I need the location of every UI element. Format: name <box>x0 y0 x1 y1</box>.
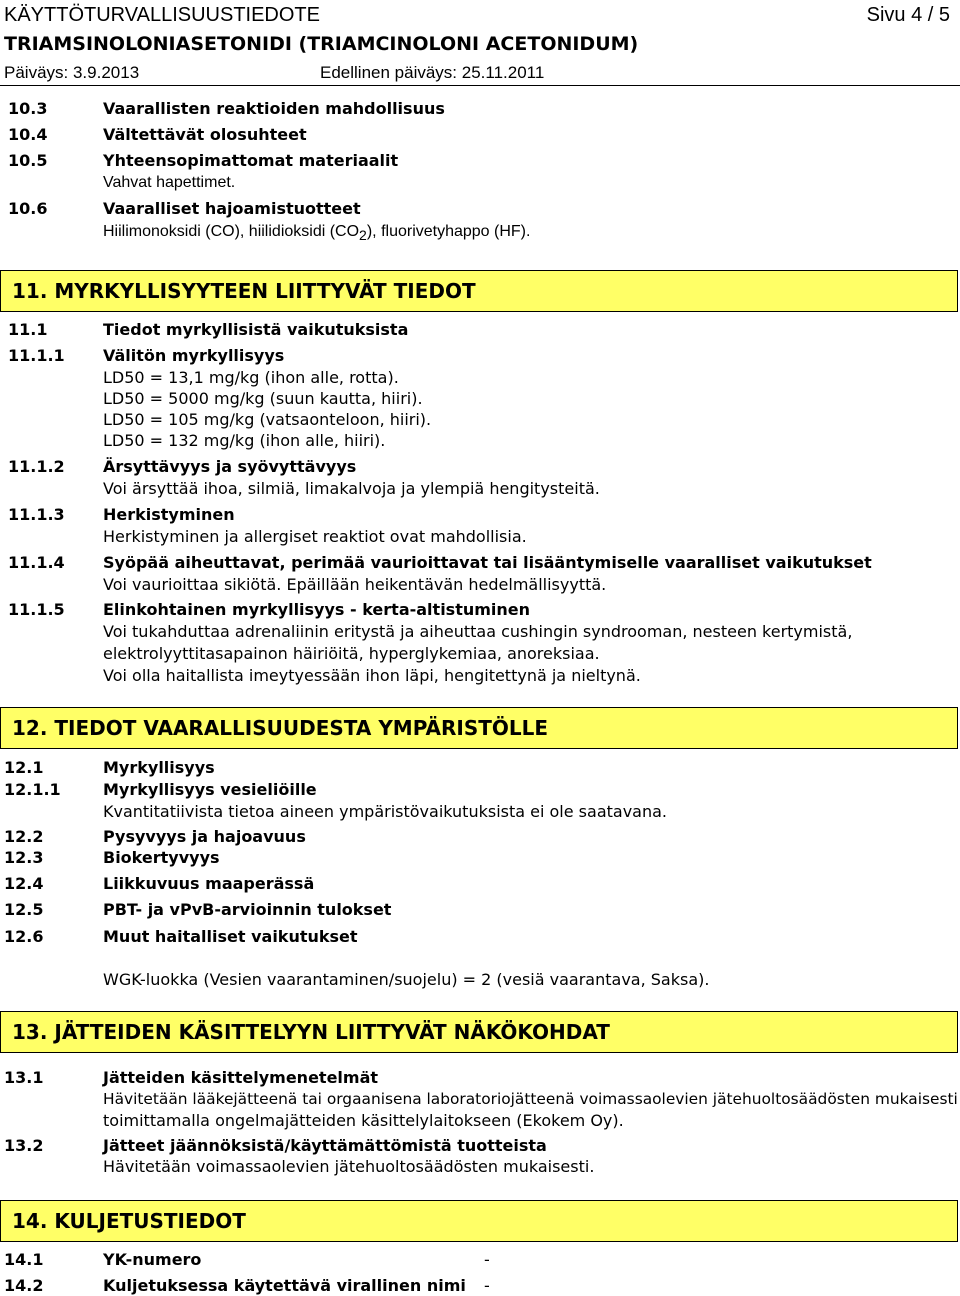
issue-date: Päiväys: 3.9.2013 <box>4 63 140 82</box>
sec-11-1-2-title: Ärsyttävyys ja syövyttävyys <box>103 457 357 476</box>
sec-11-1-5-line: Voi tukahduttaa adrenaliinin eritystä ja aiheuttaa cushingin syndrooman, nesteen kertymistä, <box>103 622 853 641</box>
sec-11-1-5-line: elektrolyyttitasapainon häiriöitä, hyperglykemiaa, anoreksiaa. <box>103 644 600 663</box>
sec-14-2-num: 14.2 <box>4 1276 44 1295</box>
wgk-class: WGK-luokka (Vesien vaarantaminen/suojelu) = 2 (vesiä vaarantava, Saksa). <box>103 970 710 989</box>
sec-10-5-text: Vahvat hapettimet. <box>103 174 236 191</box>
sec-11-1-4-num: 11.1.4 <box>8 553 65 572</box>
sec-12-1-title: Myrkyllisyys <box>103 758 215 777</box>
section-13-heading: 13. JÄTTEIDEN KÄSITTELYYN LIITTYVÄT NÄKÖKOHDAT <box>0 1011 958 1053</box>
sec-14-2-title: Kuljetuksessa käytettävä virallinen nimi <box>103 1276 466 1295</box>
ld50-line: LD50 = 13,1 mg/kg (ihon alle, rotta). <box>103 368 399 387</box>
sec-13-2-num: 13.2 <box>4 1136 44 1155</box>
sec-13-2-title: Jätteet jäännöksistä/käyttämättömistä tuotteista <box>103 1136 547 1155</box>
sec-11-1-1-num: 11.1.1 <box>8 346 65 365</box>
sec-12-1-1-num: 12.1.1 <box>4 780 61 799</box>
sec-12-5-num: 12.5 <box>4 900 44 919</box>
sec-11-1-title: Tiedot myrkyllisistä vaikutuksista <box>103 320 409 339</box>
sec-13-1-line: toimittamalla ongelmajätteiden käsittelylaitokseen (Ekokem Oy). <box>103 1111 624 1130</box>
sec-10-5-title: Yhteensopimattomat materiaalit <box>103 151 399 170</box>
sec-11-1-3-title: Herkistyminen <box>103 505 235 524</box>
sec-14-1-title: YK-numero <box>103 1250 202 1269</box>
sec-12-2-title: Pysyvyys ja hajoavuus <box>103 827 306 846</box>
sec-13-2-text: Hävitetään voimassaolevien jätehuoltosäädösten mukaisesti. <box>103 1157 595 1176</box>
sec-11-1-2-num: 11.1.2 <box>8 457 65 476</box>
sec-12-3-title: Biokertyvyys <box>103 848 220 867</box>
sec-12-6-title: Muut haitalliset vaikutukset <box>103 927 358 946</box>
sec-10-3-title: Vaarallisten reaktioiden mahdollisuus <box>103 99 445 118</box>
ld50-line: LD50 = 132 mg/kg (ihon alle, hiiri). <box>103 431 386 450</box>
sec-14-1-value: - <box>484 1250 490 1269</box>
product-name: TRIAMSINOLONIASETONIDI (TRIAMCINOLONI ACETONIDUM) <box>4 33 639 55</box>
sec-10-4-num: 10.4 <box>8 125 48 144</box>
sec-11-1-3-num: 11.1.3 <box>8 505 65 524</box>
sec-11-1-5-title: Elinkohtainen myrkyllisyys - kerta-altistuminen <box>103 600 531 619</box>
sec-11-1-3-text: Herkistyminen ja allergiset reaktiot ovat mahdollisia. <box>103 527 527 546</box>
sec-10-6-text: Hiilimonoksidi (CO), hiilidioksidi $(CO_2)$, fluorivetyhappo (HF). <box>103 223 531 243</box>
sec-12-3-num: 12.3 <box>4 848 44 867</box>
sec-12-1-num: 12.1 <box>4 758 44 777</box>
sec-11-1-4-title: Syöpää aiheuttavat, perimää vaurioittavat tai lisääntymiselle vaaralliset vaikutukset <box>103 553 872 572</box>
sec-11-1-2-text: Voi ärsyttää ihoa, silmiä, limakalvoja ja ylempiä hengitysteitä. <box>103 479 600 498</box>
page-number: Sivu 4 / 5 <box>866 4 950 26</box>
sec-10-6-num: 10.6 <box>8 199 48 218</box>
sec-13-1-title: Jätteiden käsittelymenetelmät <box>103 1068 379 1087</box>
sec-10-5-num: 10.5 <box>8 151 48 170</box>
header-divider <box>0 85 960 86</box>
sec-12-2-num: 12.2 <box>4 827 44 846</box>
sec-10-3-num: 10.3 <box>8 99 48 118</box>
sec-12-1-1-title: Myrkyllisyys vesieliöille <box>103 780 317 799</box>
sec-10-4-title: Vältettävät olosuhteet <box>103 125 307 144</box>
sec-13-1-num: 13.1 <box>4 1068 44 1087</box>
sec-12-4-title: Liikkuvuus maaperässä <box>103 874 315 893</box>
sec-11-1-4-text: Voi vaurioittaa sikiötä. Epäillään heikentävän hedelmällisyyttä. <box>103 575 607 594</box>
section-14-heading: 14. KULJETUSTIEDOT <box>0 1200 958 1242</box>
sec-12-6-num: 12.6 <box>4 927 44 946</box>
ld50-line: LD50 = 105 mg/kg (vatsaonteloon, hiiri). <box>103 410 432 429</box>
sec-11-1-5-num: 11.1.5 <box>8 600 65 619</box>
sec-12-4-num: 12.4 <box>4 874 44 893</box>
co2-subscript: 2 <box>359 227 367 243</box>
sec-11-1-5-line: Voi olla haitallista imeytyessään ihon läpi, hengitettynä ja nieltynä. <box>103 666 641 685</box>
section-11-heading: 11. MYRKYLLISYYTEEN LIITTYVÄT TIEDOT <box>0 270 958 312</box>
sec-12-1-1-text: Kvantitatiivista tietoa aineen ympäristövaikutuksista ei ole saatavana. <box>103 802 667 821</box>
sec-10-6-title: Vaaralliset hajoamistuotteet <box>103 199 361 218</box>
doc-type: KÄYTTÖTURVALLISUUSTIEDOTE <box>4 4 320 26</box>
previous-date: Edellinen päiväys: 25.11.2011 <box>320 63 545 82</box>
sec-11-1-1-title: Välitön myrkyllisyys <box>103 346 285 365</box>
sec-11-1-num: 11.1 <box>8 320 48 339</box>
section-12-heading: 12. TIEDOT VAARALLISUUDESTA YMPÄRISTÖLLE <box>0 707 958 749</box>
sec-12-5-title: PBT- ja vPvB-arvioinnin tulokset <box>103 900 392 919</box>
ld50-line: LD50 = 5000 mg/kg (suun kautta, hiiri). <box>103 389 423 408</box>
sec-14-2-value: - <box>484 1276 490 1295</box>
sec-14-1-num: 14.1 <box>4 1250 44 1269</box>
sec-13-1-line: Hävitetään lääkejätteenä tai orgaanisena laboratoriojätteenä voimassaolevien jätehuoltosäädösten mukaisesti <box>103 1090 958 1108</box>
